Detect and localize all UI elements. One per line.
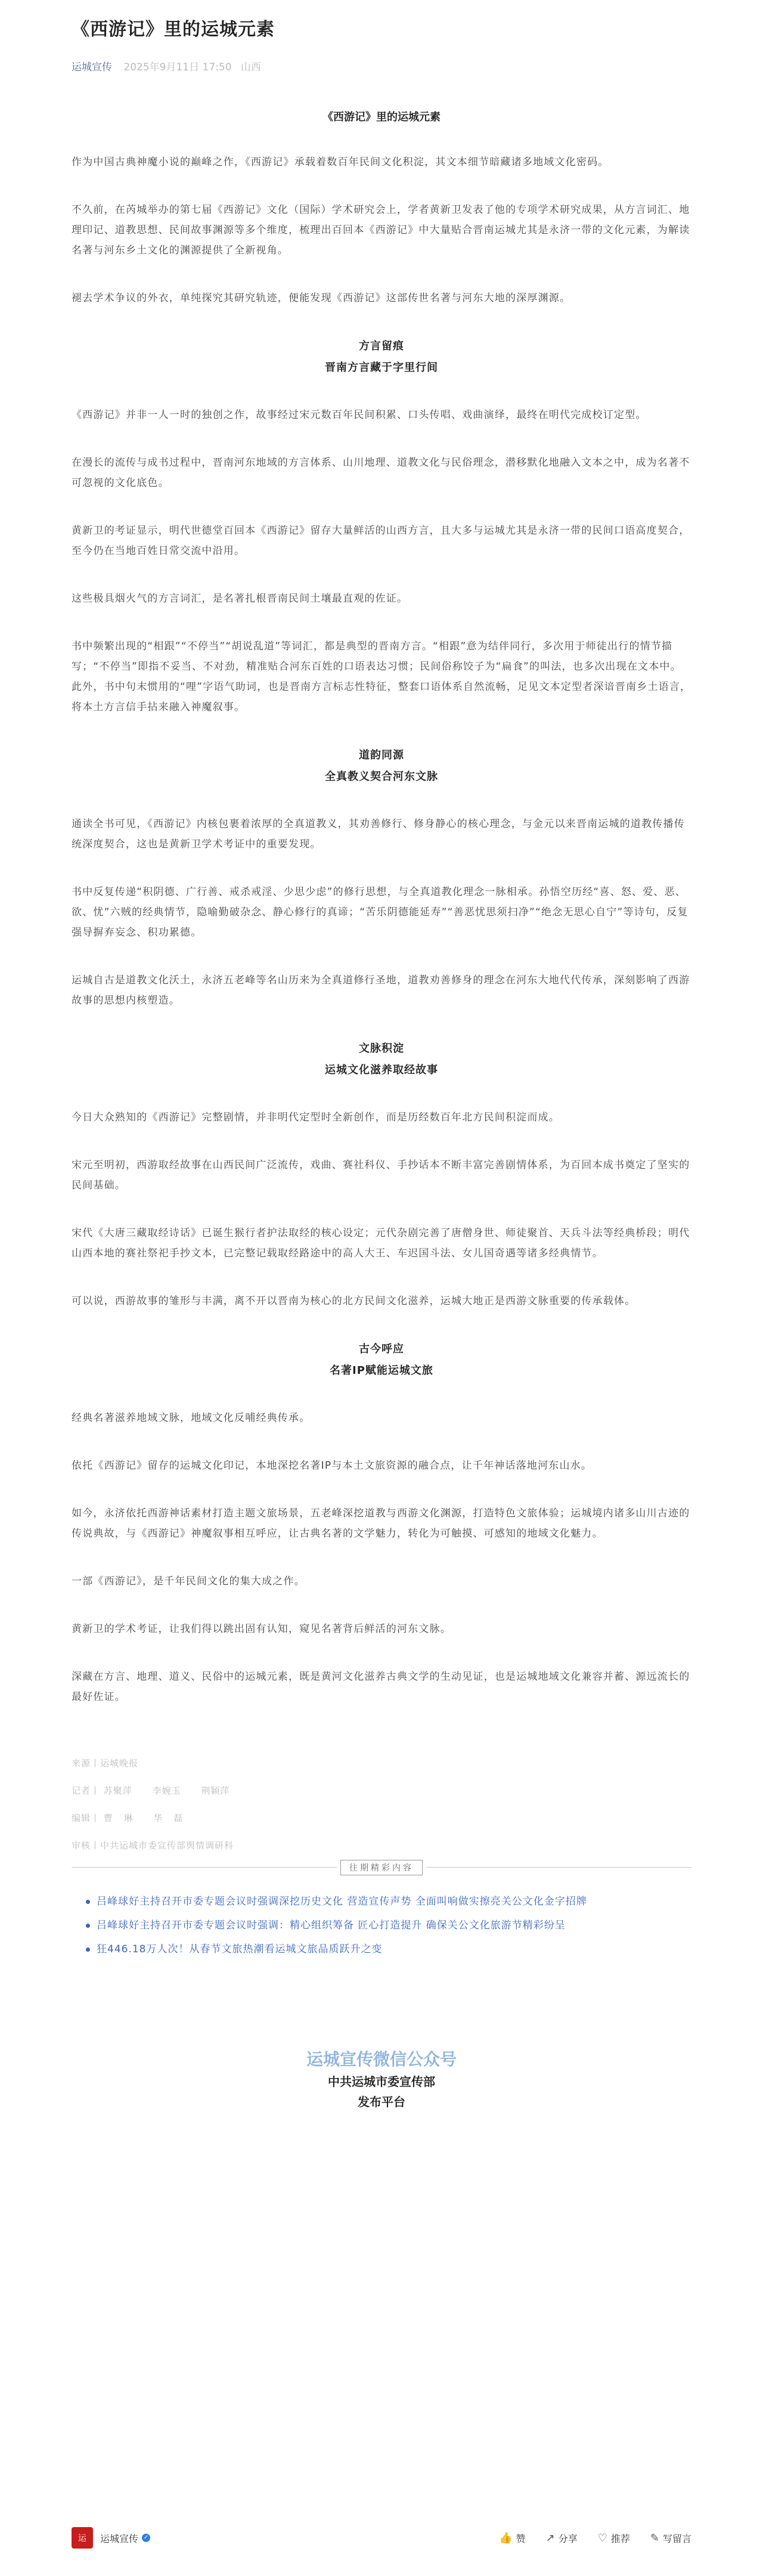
body-paragraph: 宋代《大唐三藏取经诗话》已诞生猴行者护法取经的核心设定；元代杂剧完善了唐僧身世、师徒聚首、天兵斗法等经典桥段；明代山西本地的赛社祭祀手抄文本，已完整记载取经路途中的高人大王、车迟国斗法、女儿国奇遇等诸多经典情节。 <box>72 1227 690 1259</box>
comment-button[interactable] <box>650 2531 691 2545</box>
thumbs-up-icon: 👍 <box>499 2531 513 2544</box>
section-subtitle: 运城文化滋养取经故事 <box>325 1064 438 1076</box>
intro-paragraph: 不久前，在芮城举办的第七届《西游记》文化（国际）学术研究会上，学者黄新卫发表了他的专项学术研究成果，从方言词汇、地理印记、道教思想、民间故事渊源等多个维度，梳理出百回本《西游记》中大量贴合晋南运城尤其是永济一带的文化元素，为解读名著与河东乡土文化的渊源提供了全新视角。 <box>72 204 690 256</box>
body-paragraph: 今日大众熟知的《西游记》完整剧情，并非明代定型时全新创作，而是历经数百年北方民间积淀而成。 <box>72 1111 560 1123</box>
publish-date: 2025年9月11日 17:50 <box>123 61 232 73</box>
like-label: 赞 <box>516 2532 526 2544</box>
recommend-title-wrap <box>337 1860 426 1875</box>
credit-reviewer: 审核丨中共运城市委宣传部舆情调研科 <box>72 1840 234 1851</box>
article-credits <box>72 1757 691 1852</box>
article-heading: 《西游记》里的运城元素 <box>322 111 441 123</box>
section-title: 道韵同源 <box>359 749 404 761</box>
footer-org: 中共运城市委宣传部 <box>328 2075 435 2089</box>
body-paragraph: 书中频繁出现的“相跟”“不停当”“胡说乱道”等词汇，都是典型的晋南方言。“相跟”意为结伴同行，多次用于师徒出行的情节描写；“不停当”即指不妥当、不对劲，精准贴合河东百姓的口语表达习惯；民间俗称饺子为“扁食”的叫法，也多次出现在文本中。此外，书中句末惯用的“哩”字语气助词，也是晋南方言标志性特征，整套口语体系自然流畅，足见文本定型者深谙晋南乡土语言，将本土方言信手拈来融入神魔叙事。 <box>72 640 691 713</box>
section-subtitle: 名著IP赋能运城文旅 <box>330 1364 433 1377</box>
body-paragraph: 可以说，西游故事的雏形与丰满，离不开以晋南为核心的北方民间文化滋养，运城大地正是西游文脉重要的传承载体。 <box>72 1295 636 1307</box>
intro-paragraph: 褪去学术争议的外衣，单纯探究其研究轨迹，便能发现《西游记》这部传世名著与河东大地的深厚渊源。 <box>72 292 571 304</box>
heart-icon: ♡ <box>597 2531 607 2544</box>
body-paragraph: 通读全书可见，《西游记》内核包裹着浓厚的全真道教义，其劝善修行、修身静心的核心理念，与金元以来晋南运城的道教传播传统深度契合，这也是黄新卫学术考证中的重要发现。 <box>72 818 685 850</box>
credit-reporter: 李婉玉 <box>152 1785 181 1796</box>
recommend-section <box>72 1863 691 1958</box>
footer-platform: 发布平台 <box>358 2095 405 2109</box>
section-title: 方言留痕 <box>359 340 404 352</box>
recommend-link[interactable]: 吕峰球好主持召开市委专题会议时强调深挖历史文化 营造宣传声势 全面叫响做实擦亮关公文化金字招牌 <box>86 1893 691 1911</box>
footer-promo <box>72 2048 691 2112</box>
article-page <box>72 0 691 2576</box>
credit-editor: 华 <box>153 1813 163 1823</box>
body-paragraph: 经典名著滋养地域文脉，地域文化反哺经典传承。 <box>72 1412 311 1424</box>
publish-location: 山西 <box>240 61 261 73</box>
verified-icon: ✓ <box>142 2534 150 2542</box>
body-paragraph: 黄新卫的学术考证，让我们得以跳出固有认知，窥见名著背后鲜活的河东文脉。 <box>72 1623 451 1635</box>
recommend-list <box>72 1893 691 1958</box>
section-heading <box>72 745 691 788</box>
credit-editor: 磊 <box>173 1813 184 1823</box>
section-heading <box>72 1038 691 1081</box>
body-paragraph: 书中反复传递“积阴德、广行善、戒杀戒淫、少思少虑”的修行思想，与全真道教化理念一脉相承。孙悟空历经“喜、怒、爱、恶、欲、忧”六贼的经典情节，隐喻勤破杂念、静心修行的真谛；“苦乐阴德能延寿”“善恶忧思须扫净”“绝念无思心自宁”等诗句，反复强导摒弃妄念、积功累德。 <box>72 886 688 939</box>
body-paragraph: 这些极具烟火气的方言词汇，是名著扎根晋南民间土壤最直观的佐证。 <box>72 593 408 605</box>
like-button[interactable] <box>499 2531 525 2545</box>
account-avatar[interactable]: 运 <box>72 2527 93 2549</box>
body-paragraph: 一部《西游记》，是千年民间文化的集大成之作。 <box>72 1575 305 1587</box>
credit-editor: 琳 <box>123 1813 134 1823</box>
recommend-title: 往期精彩内容 <box>340 1860 423 1875</box>
body-paragraph: 深藏在方言、地理、道义、民俗中的运城元素，既是黄河文化滋养古典文学的生动见证，也是运城地域文化兼容并蓄、源远流长的最好佐证。 <box>72 1671 690 1703</box>
section-heading <box>72 336 691 379</box>
credit-editor: 曹 <box>103 1813 113 1823</box>
share-button[interactable] <box>546 2531 578 2545</box>
credit-reporter-label: 记者丨 <box>72 1785 101 1796</box>
credit-reporters <box>72 1785 691 1797</box>
action-buttons <box>499 2531 691 2545</box>
body-paragraph: 黄新卫的考证显示，明代世德堂百回本《西游记》留存大量鲜活的山西方言，且大多与运城尤其是永济一带的民间口语高度契合，至今仍在当地百姓日常交流中沿用。 <box>72 525 690 557</box>
section-title: 文脉积淀 <box>359 1042 404 1055</box>
recommend-label: 推荐 <box>610 2532 630 2544</box>
body-paragraph: 依托《西游记》留存的运城文化印记，本地深挖名著IP与本土文旅资源的融合点，让千年神话落地河东山水。 <box>72 1460 593 1472</box>
bottom-account-name[interactable]: 运城宣传 <box>100 2532 139 2544</box>
section-title: 古今呼应 <box>359 1343 404 1355</box>
section-heading <box>72 1339 691 1382</box>
account-name-link[interactable]: 运城宣传 <box>72 61 112 73</box>
body-paragraph: 《西游记》并非一人一时的独创之作，故事经过宋元数百年民间积累、口头传唱、戏曲演绎，最终在明代完成校订定型。 <box>72 409 647 421</box>
credit-reporter: 荆颖萍 <box>201 1785 230 1796</box>
credit-editors <box>72 1812 691 1824</box>
body-paragraph: 在漫长的流传与成书过程中，晋南河东地域的方言体系、山川地理、道教文化与民俗理念，潜移默化地融入文本之中，成为名著不可忽视的文化底色。 <box>72 457 690 489</box>
recommend-link[interactable]: 吕峰球好主持召开市委专题会议时强调：精心组织筹备 匠心打造提升 确保关公文化旅游节精彩纷呈 <box>86 1916 691 1934</box>
credit-editor-label: 编辑丨 <box>72 1813 101 1823</box>
credit-reporter: 苏聚萍 <box>103 1785 132 1796</box>
comment-icon: ✎ <box>650 2531 659 2544</box>
article-title: 《西游记》里的运城元素 <box>72 19 275 40</box>
share-icon: ↗ <box>545 2531 555 2544</box>
comment-label: 写留言 <box>662 2532 691 2544</box>
article-meta <box>72 58 691 73</box>
bottom-action-bar <box>72 2520 691 2556</box>
body-paragraph: 运城自古是道教文化沃土，永济五老峰等名山历来为全真道修行圣地，道教劝善修身的理念在河东大地代代传承，深刻影响了西游故事的思想内核塑造。 <box>72 974 690 1007</box>
body-paragraph: 宋元至明初，西游取经故事在山西民间广泛流传，戏曲、赛社科仪、手抄话本不断丰富完善剧情体系，为百回本成书奠定了坚实的民间基础。 <box>72 1159 690 1191</box>
recommend-button[interactable] <box>598 2531 630 2545</box>
article-body <box>72 109 691 1707</box>
body-paragraph: 如今，永济依托西游神话素材打造主题文旅场景，五老峰深挖道教与西游文化渊源，打造特色文旅体验；运城境内诸多山川古迹的传说典故，与《西游记》神魔叙事相互呼应，让古典名著的文学魅力，转化为可触摸、可感知的地域文化魅力。 <box>72 1507 690 1540</box>
recommend-link[interactable]: 狂446.18万人次！从春节文旅热潮看运城文旅品质跃升之变 <box>86 1940 691 1958</box>
footer-account-title: 运城宣传微信公众号 <box>306 2049 457 2069</box>
credit-source: 来源丨运城晚报 <box>72 1758 139 1769</box>
section-subtitle: 晋南方言藏于字里行间 <box>325 361 438 374</box>
share-label: 分享 <box>558 2532 578 2544</box>
intro-paragraph: 作为中国古典神魔小说的巅峰之作，《西游记》承载着数百年民间文化积淀，其文本细节暗藏诸多地域文化密码。 <box>72 156 609 168</box>
section-subtitle: 全真教义契合河东文脉 <box>325 770 438 783</box>
